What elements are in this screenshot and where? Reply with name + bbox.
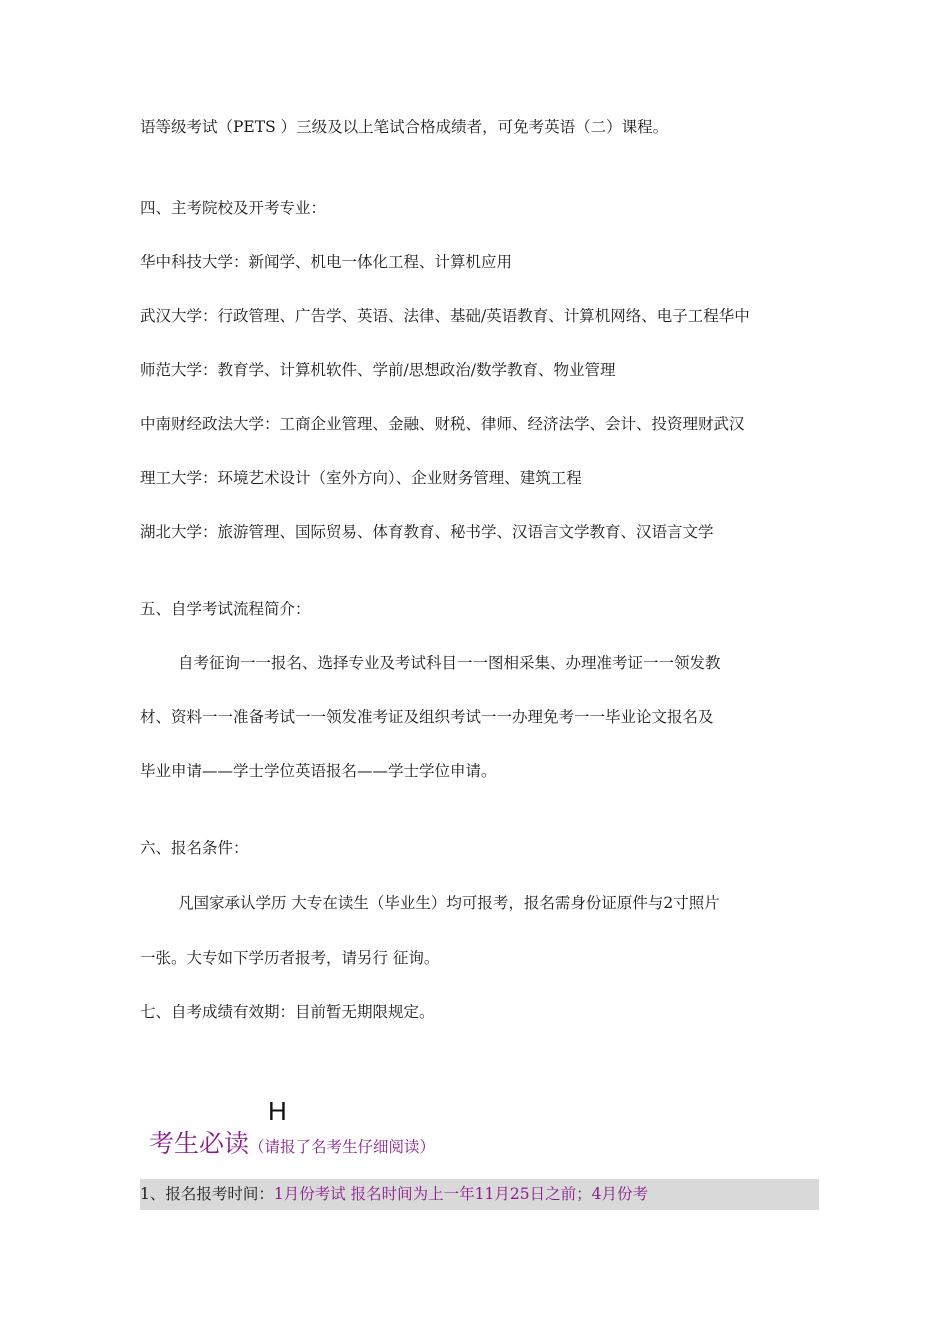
body-line-ccnu: 师范大学：教育学、计算机软件、学前/思想政治/数学教育、物业管理: [140, 361, 616, 379]
section-heading-7: 七、自考成绩有效期：目前暂无期限规定。: [140, 1003, 435, 1021]
h-letter-mark: H: [268, 1096, 287, 1126]
body-line-hubu: 湖北大学：旅游管理、国际贸易、体育教育、秘书学、汉语言文学教育、汉语言文学: [140, 523, 714, 541]
body-line-pets: 语等级考试（PETS ）三级及以上笔试合格成绩者，可免考英语（二）课程。: [140, 118, 669, 136]
notice-title-subtitle: （请报了名考生仔细阅读）: [249, 1138, 436, 1156]
body-line-process-2: 材、资料一一准备考试一一领发准考证及组织考试一一办理免考一一毕业论文报名及: [140, 708, 714, 726]
body-line-hust: 华中科技大学：新闻学、机电一体化工程、计算机应用: [140, 253, 513, 271]
body-line-process-1: 自考征询一一报名、选择专业及考试科目一一图相采集、办理准考证一一领发教: [178, 654, 721, 672]
notice-item-accent: 1月份考试 报名时间为上一年11月25日之前；4月份考: [273, 1185, 648, 1203]
notice-item-lead: 1、报名报考时间：: [140, 1185, 274, 1203]
notice-title: [149, 1128, 435, 1163]
body-line-requirement-2: 一张。大专如下学历者报考，请另行 征询。: [140, 949, 440, 967]
body-line-requirement-1: 凡国家承认学历 大专在读生（毕业生）均可报考，报名需身份证原件与2寸照片: [178, 894, 720, 912]
section-heading-5: 五、自学考试流程简介：: [140, 600, 311, 618]
notice-item-text: [140, 1184, 648, 1204]
body-line-whut: 理工大学：环境艺术设计（室外方向）、企业财务管理、建筑工程: [140, 469, 582, 487]
notice-title-main: 考生必读: [149, 1129, 250, 1158]
body-line-whu: 武汉大学：行政管理、广告学、英语、法律、基础/英语教育、计算机网络、电子工程华中: [140, 307, 750, 325]
section-heading-6: 六、报名条件：: [140, 839, 249, 857]
body-line-process-3: 毕业申请——学士学位英语报名——学士学位申请。: [140, 762, 497, 780]
body-line-zuel: 中南财经政法大学：工商企业管理、金融、财税、律师、经济法学、会计、投资理财武汉: [140, 415, 745, 433]
section-heading-4: 四、主考院校及开考专业：: [140, 199, 327, 217]
notice-item-registration-time: [140, 1179, 819, 1210]
